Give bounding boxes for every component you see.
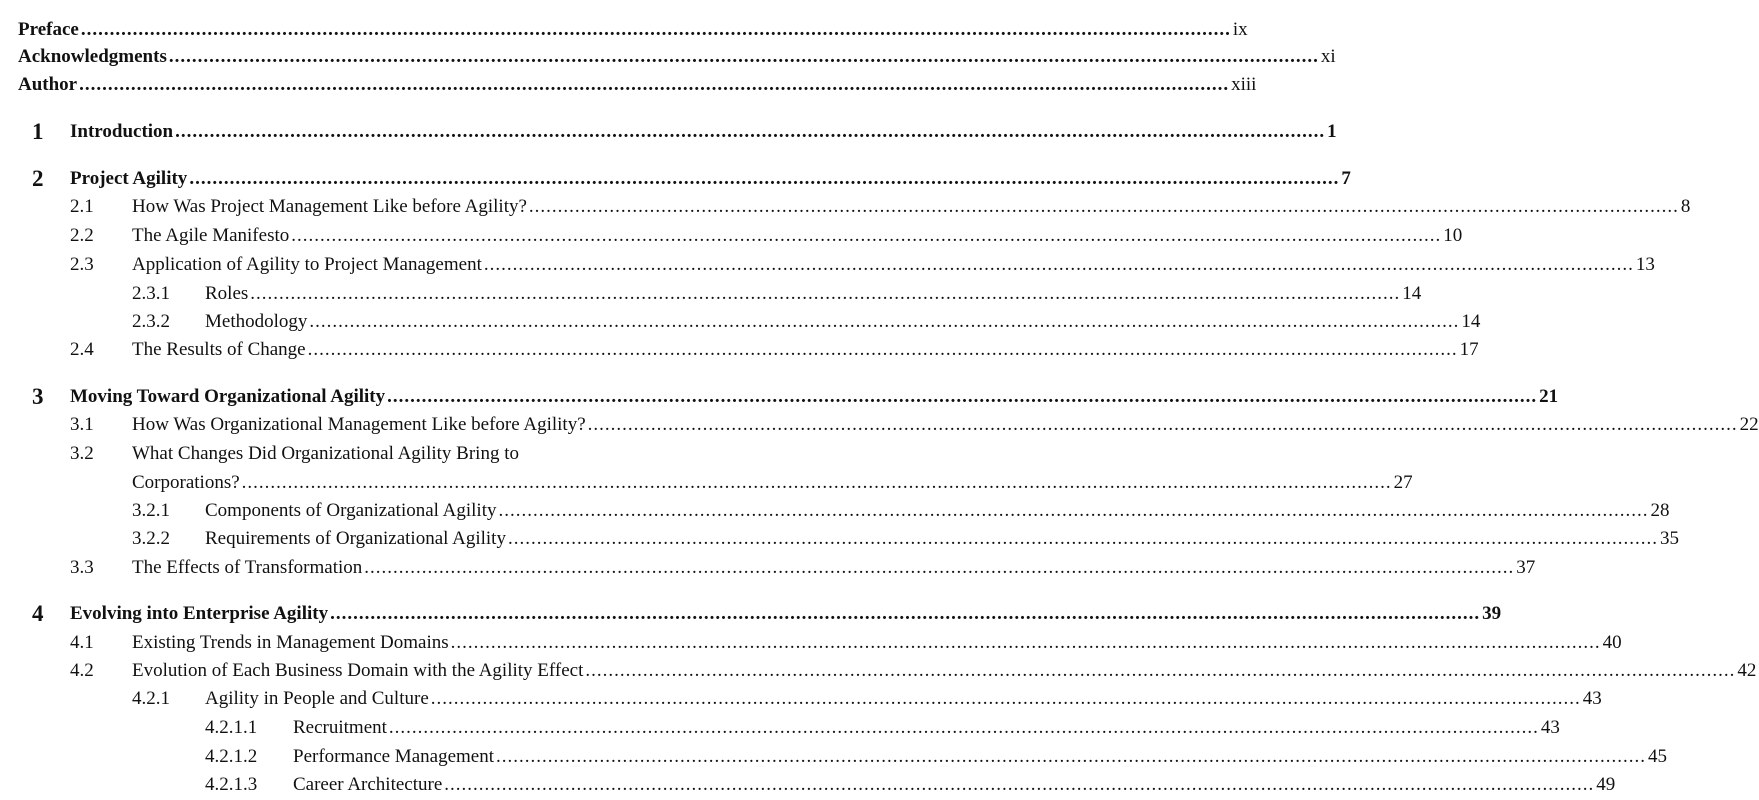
page-number: 14 bbox=[1402, 283, 1422, 304]
toc-section-3-1[interactable] bbox=[0, 411, 1759, 439]
dot-leader: ........................................................................................................................................................................................................ bbox=[309, 311, 1460, 332]
dot-leader: ........................................................................................................................................................................................................ bbox=[330, 603, 1481, 624]
dot-leader: ........................................................................................................................................................................................................ bbox=[528, 196, 1679, 217]
dot-leader: ........................................................................................................................................................................................................ bbox=[496, 746, 1646, 767]
page-number: 28 bbox=[1650, 500, 1670, 521]
subsubsection-number: 4.2.1.2 bbox=[205, 746, 258, 767]
toc-chapter-2[interactable] bbox=[0, 165, 1351, 193]
section-number: 3.2 bbox=[70, 443, 94, 464]
page-number: ix bbox=[1232, 19, 1248, 40]
page-number: 17 bbox=[1459, 339, 1479, 360]
section-number: 2.4 bbox=[70, 339, 94, 360]
dot-leader: ........................................................................................................................................................................................................ bbox=[430, 688, 1581, 709]
page-number: 42 bbox=[1737, 660, 1757, 681]
page-number: 45 bbox=[1648, 746, 1667, 767]
toc-subsubsection-4-2-1-2[interactable] bbox=[0, 743, 1667, 771]
toc-subsection-3-2-1[interactable] bbox=[0, 497, 1670, 525]
chapter-number: 3 bbox=[32, 384, 44, 409]
chapter-number: 4 bbox=[32, 601, 44, 626]
toc-subsection-2-3-1[interactable] bbox=[0, 280, 1422, 308]
page-number: 10 bbox=[1443, 225, 1463, 246]
toc-section-4-2[interactable] bbox=[0, 657, 1757, 685]
toc-subsection-2-3-2[interactable] bbox=[0, 308, 1481, 336]
subsection-number: 3.2.2 bbox=[132, 528, 170, 549]
entry-title: Preface bbox=[18, 19, 79, 40]
page-number: 22 bbox=[1739, 414, 1759, 435]
section-number: 4.1 bbox=[70, 632, 94, 653]
entry-title: Evolving into Enterprise Agility bbox=[70, 603, 329, 624]
dot-leader: ........................................................................................................................................................................................................ bbox=[364, 557, 1515, 578]
toc-chapter-4[interactable] bbox=[0, 600, 1502, 628]
dot-leader: ........................................................................................................................................................................................................ bbox=[175, 121, 1326, 142]
dot-leader: ........................................................................................................................................................................................................ bbox=[189, 168, 1340, 189]
dot-leader: ........................................................................................................................................................................................................ bbox=[498, 500, 1649, 521]
dot-leader: ........................................................................................................................................................................................................ bbox=[483, 254, 1634, 275]
entry-title: Moving Toward Organizational Agility bbox=[70, 386, 386, 407]
dot-leader: ........................................................................................................................................................................................................ bbox=[387, 386, 1538, 407]
dot-leader: ........................................................................................................................................................................................................ bbox=[307, 339, 1458, 360]
dot-leader: ........................................................................................................................................................................................................ bbox=[587, 414, 1738, 435]
toc-subsection-4-2-1[interactable] bbox=[0, 685, 1602, 713]
page-number: 21 bbox=[1539, 386, 1559, 407]
entry-title: Application of Agility to Project Management bbox=[132, 254, 482, 275]
entry-title: How Was Project Management Like before Agility? bbox=[132, 196, 527, 217]
page-number: 1 bbox=[1327, 121, 1337, 142]
entry-title: Author bbox=[18, 74, 78, 95]
section-number: 3.1 bbox=[70, 414, 94, 435]
page-number: 27 bbox=[1393, 472, 1413, 493]
dot-leader: ........................................................................................................................................................................................................ bbox=[388, 717, 1539, 738]
toc-section-3-2[interactable] bbox=[0, 440, 800, 468]
entry-title-line1: What Changes Did Organizational Agility Bring to bbox=[132, 443, 519, 464]
subsection-number: 3.2.1 bbox=[132, 500, 170, 521]
entry-title: How Was Organizational Management Like before Agility? bbox=[132, 414, 586, 435]
toc-entry-author[interactable] bbox=[0, 71, 1257, 99]
toc-chapter-1[interactable] bbox=[0, 118, 1337, 146]
entry-title: Existing Trends in Management Domains bbox=[132, 632, 449, 653]
toc-section-4-1[interactable] bbox=[0, 629, 1622, 657]
page-number: xi bbox=[1320, 46, 1336, 67]
entry-title-line2: Corporations? bbox=[132, 472, 240, 493]
dot-leader: ........................................................................................................................................................................................................ bbox=[444, 774, 1595, 795]
toc-entry-acknowledgments[interactable] bbox=[0, 43, 1336, 71]
page-number: 35 bbox=[1659, 528, 1679, 549]
page-number: 40 bbox=[1602, 632, 1622, 653]
section-number: 2.1 bbox=[70, 196, 94, 217]
toc-section-3-3[interactable] bbox=[0, 554, 1536, 582]
subsection-number: 2.3.1 bbox=[132, 283, 170, 304]
entry-title: The Agile Manifesto bbox=[132, 225, 290, 246]
entry-title: Performance Management bbox=[293, 746, 494, 767]
toc-subsubsection-4-2-1-1[interactable] bbox=[0, 714, 1560, 742]
toc-subsubsection-4-2-1-3[interactable] bbox=[0, 771, 1616, 799]
chapter-number: 1 bbox=[32, 119, 44, 144]
subsection-number: 4.2.1 bbox=[132, 688, 170, 709]
page-number: 43 bbox=[1540, 717, 1560, 738]
entry-title: Introduction bbox=[70, 121, 174, 142]
page-number: xiii bbox=[1231, 74, 1257, 95]
toc-chapter-3[interactable] bbox=[0, 383, 1559, 411]
page-number: 37 bbox=[1516, 557, 1536, 578]
entry-title: Evolution of Each Business Domain with the Agility Effect bbox=[132, 660, 584, 681]
page-number: 13 bbox=[1635, 254, 1655, 275]
page-number: 14 bbox=[1461, 311, 1481, 332]
section-number: 3.3 bbox=[70, 557, 94, 578]
subsubsection-number: 4.2.1.1 bbox=[205, 717, 258, 738]
entry-title: Project Agility bbox=[70, 168, 188, 189]
toc-entry-preface[interactable] bbox=[0, 16, 1248, 44]
section-number: 4.2 bbox=[70, 660, 94, 681]
section-number: 2.2 bbox=[70, 225, 94, 246]
toc-section-2-3[interactable] bbox=[0, 251, 1655, 279]
dot-leader: ........................................................................................................................................................................................................ bbox=[585, 660, 1736, 681]
entry-title: Methodology bbox=[205, 311, 308, 332]
dot-leader: ........................................................................................................................................................................................................ bbox=[507, 528, 1658, 549]
entry-title: Career Architecture bbox=[293, 774, 443, 795]
chapter-number: 2 bbox=[32, 166, 44, 191]
dot-leader: ........................................................................................................................................................................................................ bbox=[79, 74, 1230, 95]
entry-title: Components of Organizational Agility bbox=[205, 500, 497, 521]
page-number: 43 bbox=[1582, 688, 1602, 709]
page-number: 49 bbox=[1596, 774, 1616, 795]
toc-section-2-4[interactable] bbox=[0, 336, 1479, 364]
entry-title: Requirements of Organizational Agility bbox=[205, 528, 506, 549]
section-number: 2.3 bbox=[70, 254, 94, 275]
toc-section-2-2[interactable] bbox=[0, 222, 1463, 250]
dot-leader: ........................................................................................................................................................................................................ bbox=[250, 283, 1401, 304]
dot-leader: ........................................................................................................................................................................................................ bbox=[450, 632, 1601, 653]
entry-title: The Results of Change bbox=[132, 339, 306, 360]
dot-leader: ........................................................................................................................................................................................................ bbox=[168, 46, 1319, 67]
toc-section-2-1[interactable] bbox=[0, 193, 1691, 221]
entry-title: Recruitment bbox=[293, 717, 387, 738]
dot-leader: ........................................................................................................................................................................................................ bbox=[80, 19, 1231, 40]
subsection-number: 2.3.2 bbox=[132, 311, 170, 332]
entry-title: Roles bbox=[205, 283, 249, 304]
subsubsection-number: 4.2.1.3 bbox=[205, 774, 258, 795]
toc-subsection-3-2-2[interactable] bbox=[0, 525, 1679, 553]
dot-leader: ........................................................................................................................................................................................................ bbox=[291, 225, 1442, 246]
toc-section-3-2-continued[interactable] bbox=[0, 469, 1413, 497]
entry-title: Acknowledgments bbox=[18, 46, 167, 67]
page-number: 8 bbox=[1680, 196, 1691, 217]
dot-leader: ........................................................................................................................................................................................................ bbox=[241, 472, 1392, 493]
page-number: 39 bbox=[1482, 603, 1502, 624]
entry-title: Agility in People and Culture bbox=[205, 688, 429, 709]
page-number: 7 bbox=[1341, 168, 1351, 189]
entry-title: The Effects of Transformation bbox=[132, 557, 363, 578]
